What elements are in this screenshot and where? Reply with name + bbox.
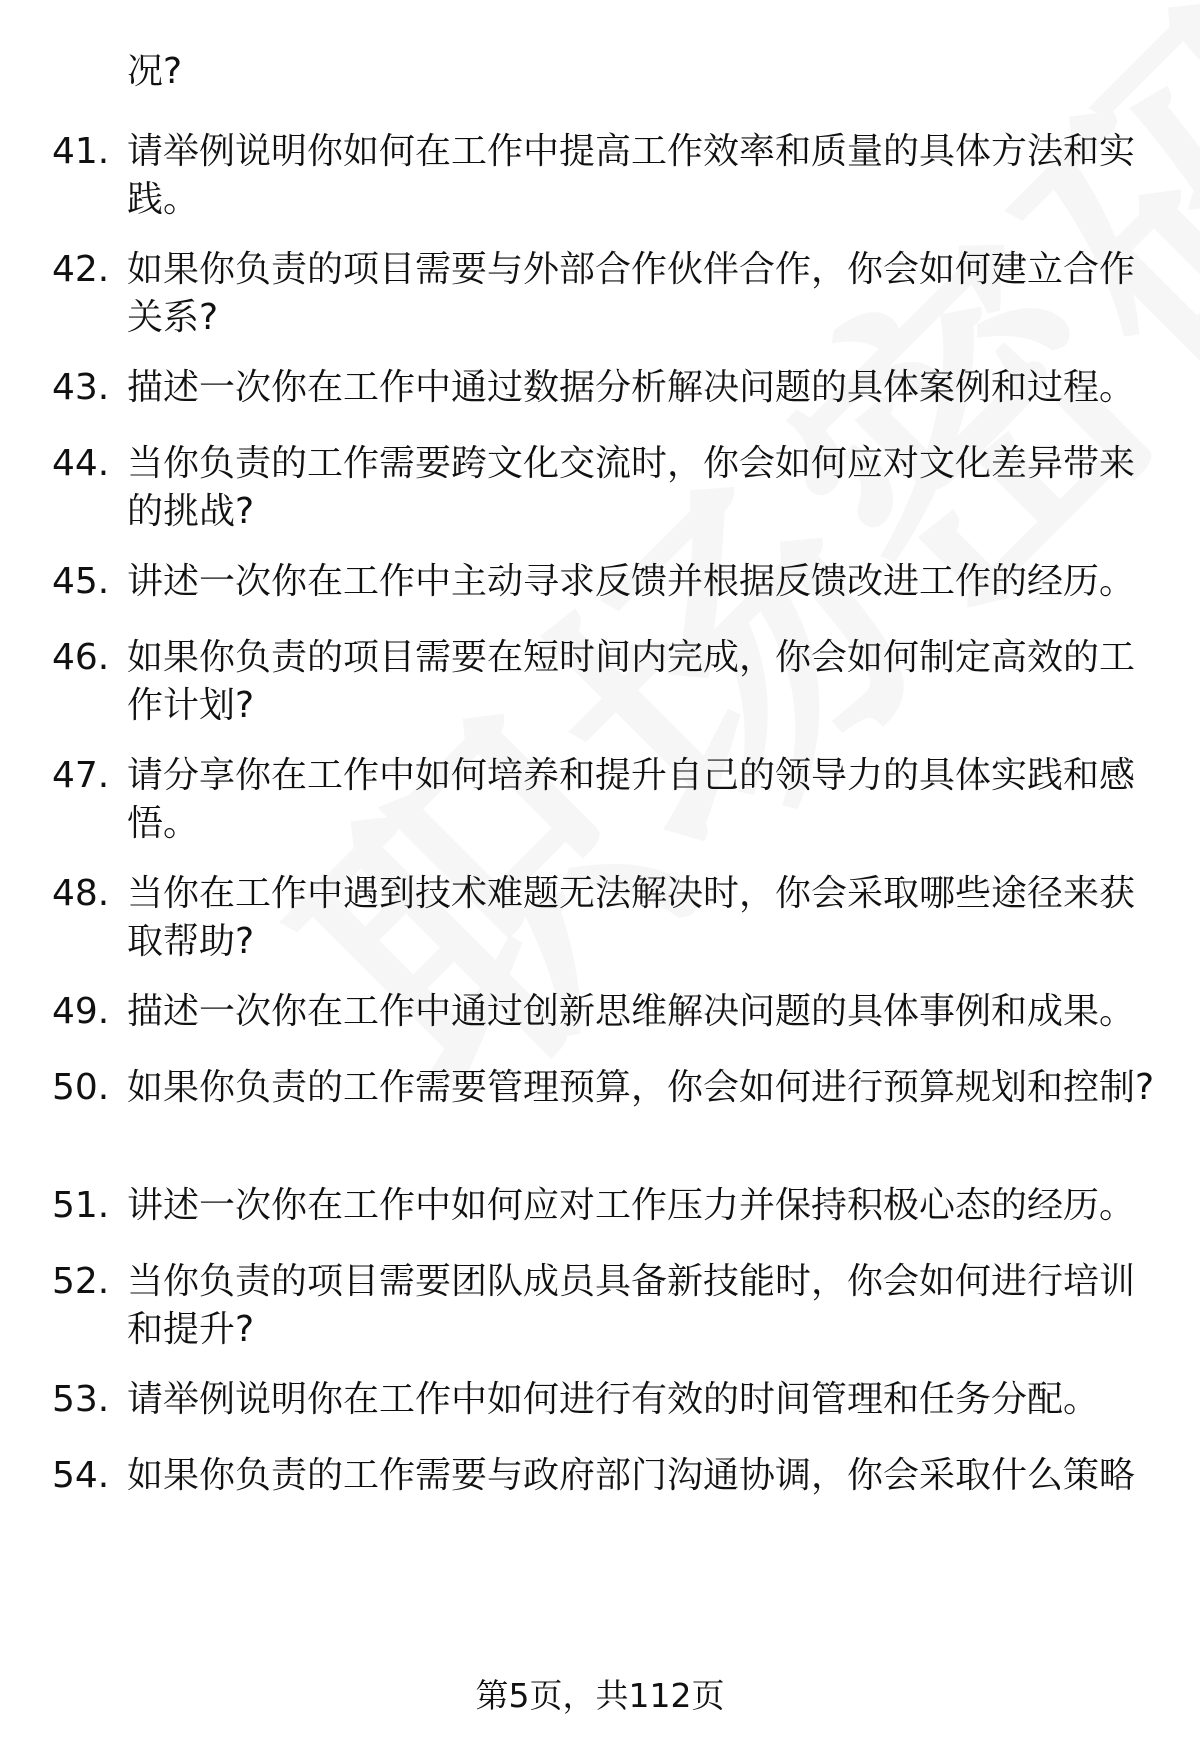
- question-text: 请举例说明你在工作中如何进行有效的时间管理和任务分配。: [127, 1379, 1100, 1420]
- page-footer: 第5页，共112页: [475, 1676, 725, 1715]
- question-text: 如果你负责的项目需要与外部合作伙伴合作，你会如何建立合作关系?: [127, 249, 1136, 338]
- question-number: 41.: [52, 131, 110, 172]
- question-text: 当你负责的工作需要跨文化交流时，你会如何应对文化差异带来的挑战?: [127, 443, 1136, 532]
- question-number: 48.: [52, 873, 110, 914]
- question-number: 46.: [52, 637, 110, 678]
- question-number: 54.: [52, 1455, 110, 1496]
- question-text: 描述一次你在工作中通过数据分析解决问题的具体案例和过程。: [127, 367, 1136, 408]
- question-text: 描述一次你在工作中通过创新思维解决问题的具体事例和成果。: [127, 991, 1136, 1032]
- question-text: 讲述一次你在工作中主动寻求反馈并根据反馈改进工作的经历。: [127, 561, 1136, 602]
- question-number: 42.: [52, 249, 110, 290]
- question-number: 45.: [52, 561, 110, 602]
- question-number: 50.: [52, 1067, 110, 1108]
- question-text: 如果你负责的工作需要管理预算，你会如何进行预算规划和控制?: [127, 1067, 1155, 1108]
- question-number: 47.: [52, 755, 110, 796]
- question-number: 49.: [52, 991, 110, 1032]
- question-number: 52.: [52, 1261, 110, 1302]
- question-number: 43.: [52, 367, 110, 408]
- question-text: 讲述一次你在工作中如何应对工作压力并保持积极心态的经历。: [127, 1185, 1136, 1226]
- question-text: 请举例说明你如何在工作中提高工作效率和质量的具体方法和实践。: [127, 131, 1136, 220]
- question-number: 51.: [52, 1185, 110, 1226]
- question-text: 请分享你在工作中如何培养和提升自己的领导力的具体实践和感悟。: [127, 755, 1136, 844]
- question-text: 如果你负责的项目需要在短时间内完成，你会如何制定高效的工作计划?: [127, 637, 1136, 726]
- continuation-text: 况?: [127, 51, 183, 92]
- question-number: 44.: [52, 443, 110, 484]
- question-text: 当你负责的项目需要团队成员具备新技能时，你会如何进行培训和提升?: [127, 1261, 1136, 1350]
- question-text: 如果你负责的工作需要与政府部门沟通协调，你会采取什么策略: [127, 1455, 1136, 1496]
- question-text: 当你在工作中遇到技术难题无法解决时，你会采取哪些途径来获取帮助?: [127, 873, 1136, 962]
- question-number: 53.: [52, 1379, 110, 1420]
